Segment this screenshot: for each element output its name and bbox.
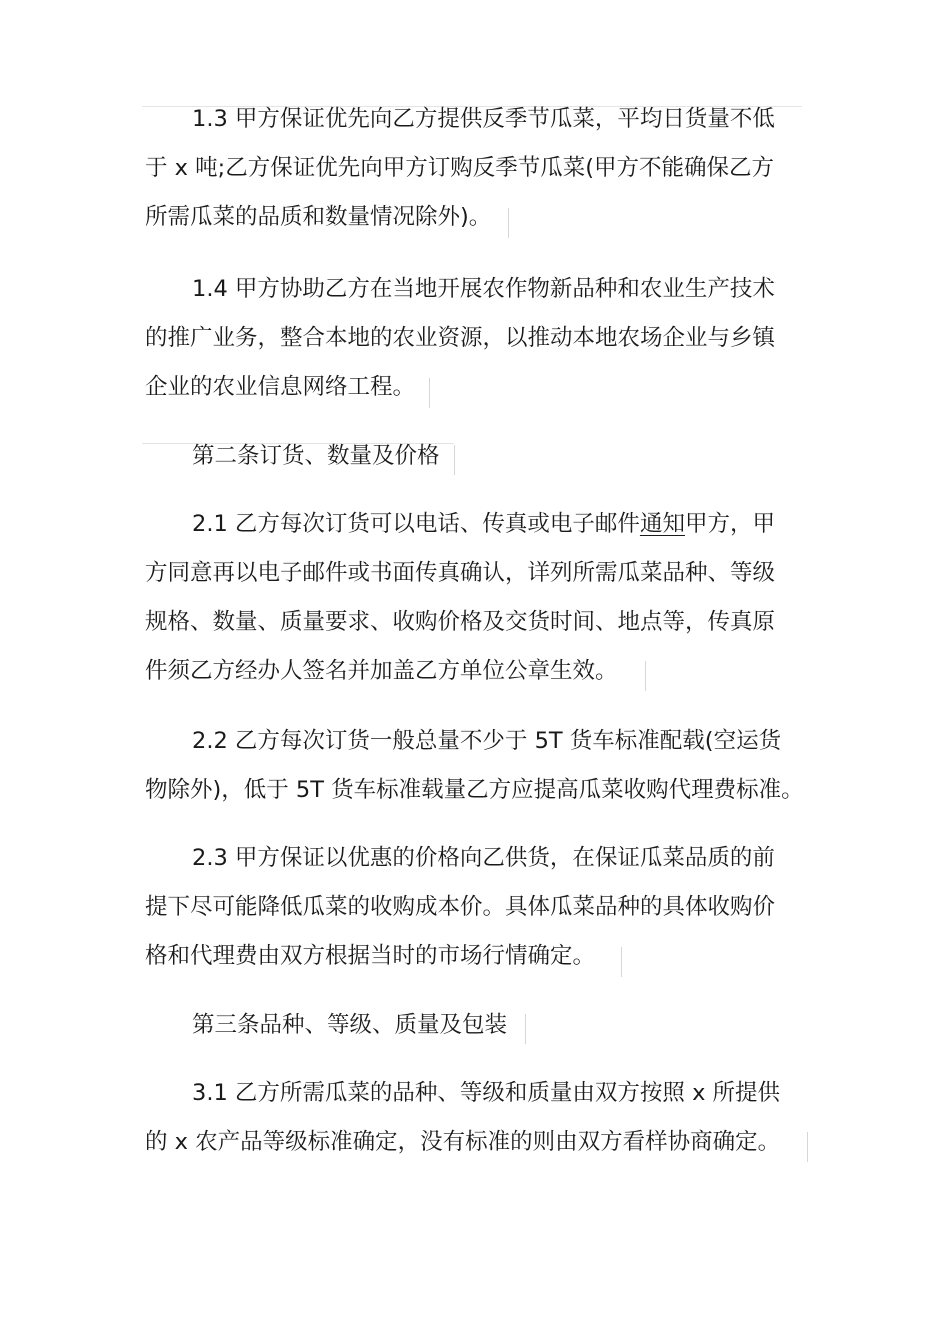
paragraph-line: 的推广业务，整合本地的农业资源，以推动本地农场企业与乡镇 [145, 325, 776, 351]
paragraph-line: 规格、数量、质量要求、收购价格及交货时间、地点等，传真原 [145, 609, 776, 635]
paragraph-line: 于 x 吨;乙方保证优先向甲方订购反季节瓜菜(甲方不能确保乙方 [145, 155, 774, 181]
paragraph-line: 件须乙方经办人签名并加盖乙方单位公章生效。 [145, 658, 618, 684]
paragraph-line: 的 x 农产品等级标准确定，没有标准的则由双方看样协商确定。 [145, 1129, 781, 1155]
paragraph-text: 2.1 乙方每次订货可以电话、传真或电子邮件 [192, 511, 640, 537]
text-boundary-mark [807, 1132, 808, 1162]
section-heading-text: 第二条订货、数量及价格 [192, 443, 440, 469]
notify-link[interactable]: 通知 [639, 511, 685, 537]
text-boundary-mark [508, 208, 509, 238]
paragraph-line: 1.4 甲方协助乙方在当地开展农作物新品种和农业生产技术 [192, 276, 775, 302]
paragraph-line: 物除外)，低于 5T 货车标准载量乙方应提高瓜菜收购代理费标准。 [145, 777, 804, 803]
paragraph-line: 方同意再以电子邮件或书面传真确认，详列所需瓜菜品种、等级 [145, 560, 776, 586]
paragraph-line: 提下尽可能降低瓜菜的收购成本价。具体瓜菜品种的具体收购价 [145, 894, 776, 920]
paragraph-line: 企业的农业信息网络工程。 [145, 374, 416, 400]
text-boundary-mark [621, 947, 622, 977]
paragraph-line: 2.2 乙方每次订货一般总量不少于 5T 货车标准配载(空运货 [192, 728, 782, 754]
paragraph-line: 1.3 甲方保证优先向乙方提供反季节瓜菜，平均日货量不低 [192, 106, 775, 132]
text-boundary-mark [429, 378, 430, 408]
paragraph-line [192, 509, 775, 541]
text-boundary-mark [525, 1014, 526, 1044]
paragraph-line: 格和代理费由双方根据当时的市场行情确定。 [145, 943, 596, 969]
paragraph-text: 甲方，甲 [684, 511, 775, 537]
section-heading-text: 第三条品种、等级、质量及包装 [192, 1012, 508, 1038]
paragraph-line: 2.3 甲方保证以优惠的价格向乙供货，在保证瓜菜品质的前 [192, 845, 775, 871]
paragraph-line: 3.1 乙方所需瓜菜的品种、等级和质量由双方按照 x 所提供 [192, 1080, 781, 1106]
text-boundary-mark [645, 661, 646, 691]
text-boundary-mark [454, 445, 455, 475]
paragraph-line: 所需瓜菜的品质和数量情况除外)。 [145, 204, 492, 230]
